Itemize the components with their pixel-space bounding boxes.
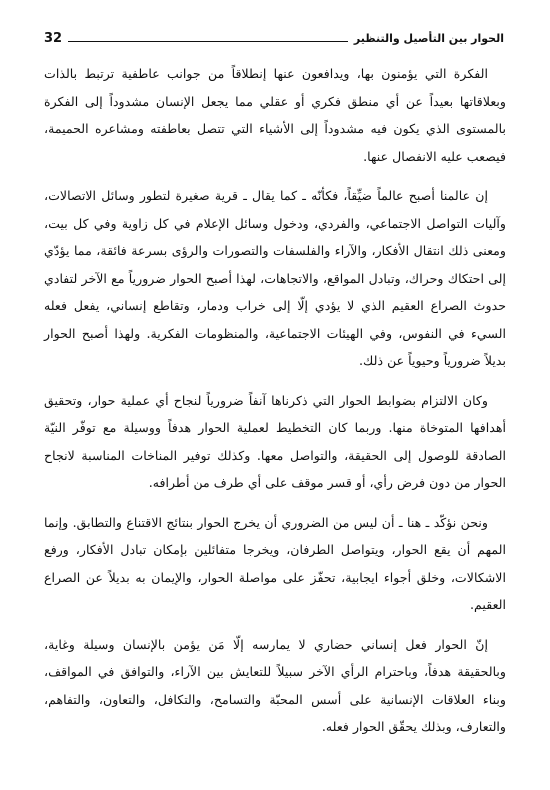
paragraph-2: إن عالمنا أصبح عالماً ضيِّقاً، فكأنّه ـ كما يقال ـ قرية صغيرة لتطور وسائل الاتصالات، وآليات التواصل الاجتماعي، والفردي، ودخول وسائل الإعلام في كل زاوية وفي كل بيت، ومعنى ذلك انتقال الأفكار، والآراء والفلسفات والتصورات والرؤى بسرعة فائقة، مما يؤدّي إلى احتكاك وحراك، وتبادل المواقع، والاتجاهات، لهذا أصبح الحوار ضرورياً مع الآخر لتفادي حدوث الصراع العقيم الذي لا يؤدي إلّا إلى خراب ودمار، وتقاطع إنساني، يفعل فعله السيء في النفوس، وفي الهيئات الاجتماعية، والمنظومات الفكرية. ولهذا أصبح الحوار بديلاً ضرورياً وحيوياً عن ذلك. — [44, 188, 506, 368]
page-number: 32 — [44, 31, 63, 46]
running-header — [44, 28, 504, 46]
paragraph-1: الفكرة التي يؤمنون بها، ويدافعون عنها إنطلاقاً من جوانب عاطفية ترتبط بالذات وبعلاقاتها بعيداً عن أي منطق فكري أو عقلي مما يجعل الإنسان مشدوداً إلى الفكرة بالمستوى الذي يكون فيه مشدوداً إلى الأشياء التي تتصل بعاطفته ومشاعره الحميمة، فيصعب عليه الانفصال عنها. — [44, 66, 506, 164]
running-title: الحوار بين التأصيل والتنظير — [353, 32, 504, 45]
paragraph-5: إنّ الحوار فعل إنساني حضاري لا يمارسه إلّا مَن يؤمن بالإنسان وسيلة وغاية، وبالحقيقة هدفاً، وباحترام الرأي الآخر سبيلاً للتعايش بين الآراء، والتوافق في المواقف، وبناء العلاقات الإنسانية على أسس المحبّة والتسامح، والتكافل، والتعاون، والتفاهم، والتعارف، وبذلك يحقّق الحوار فعله. — [44, 636, 507, 734]
header-rule — [68, 41, 348, 42]
paragraph-3: وكان الالتزام بضوابط الحوار التي ذكرناها آنفاً ضرورياً لنجاح أي عملية حوار، وتحقيق أهدافها المتوخاة منها. وربما كان التخطيط لعملية الحوار هدفاً ووسيلة مع توفّر النيّة الصادقة للوصول إلى الحقيقة، والتواصل معها. وكذلك توفير المناخات المناسبة لانجاح الحوار من دون فرض رأي، أو قسر موقف على أي طرف من أطرافه. — [44, 392, 506, 490]
page-body — [44, 60, 506, 753]
paragraph-4: ونحن نؤكّد ـ هنا ـ أن ليس من الضروري أن يخرج الحوار بنتائج الاقتناع والتطابق. وإنما المهم أن يقع الحوار، ويتواصل الطرفان، ويخرجا متفائلين بإمكان تبادل الأفكار، ورفع الاشكالات، وخلق أجواء ايجابية، تحفّز على مواصلة الحوار، والإيمان به بديلاً عن الصراع العقيم. — [44, 514, 506, 612]
